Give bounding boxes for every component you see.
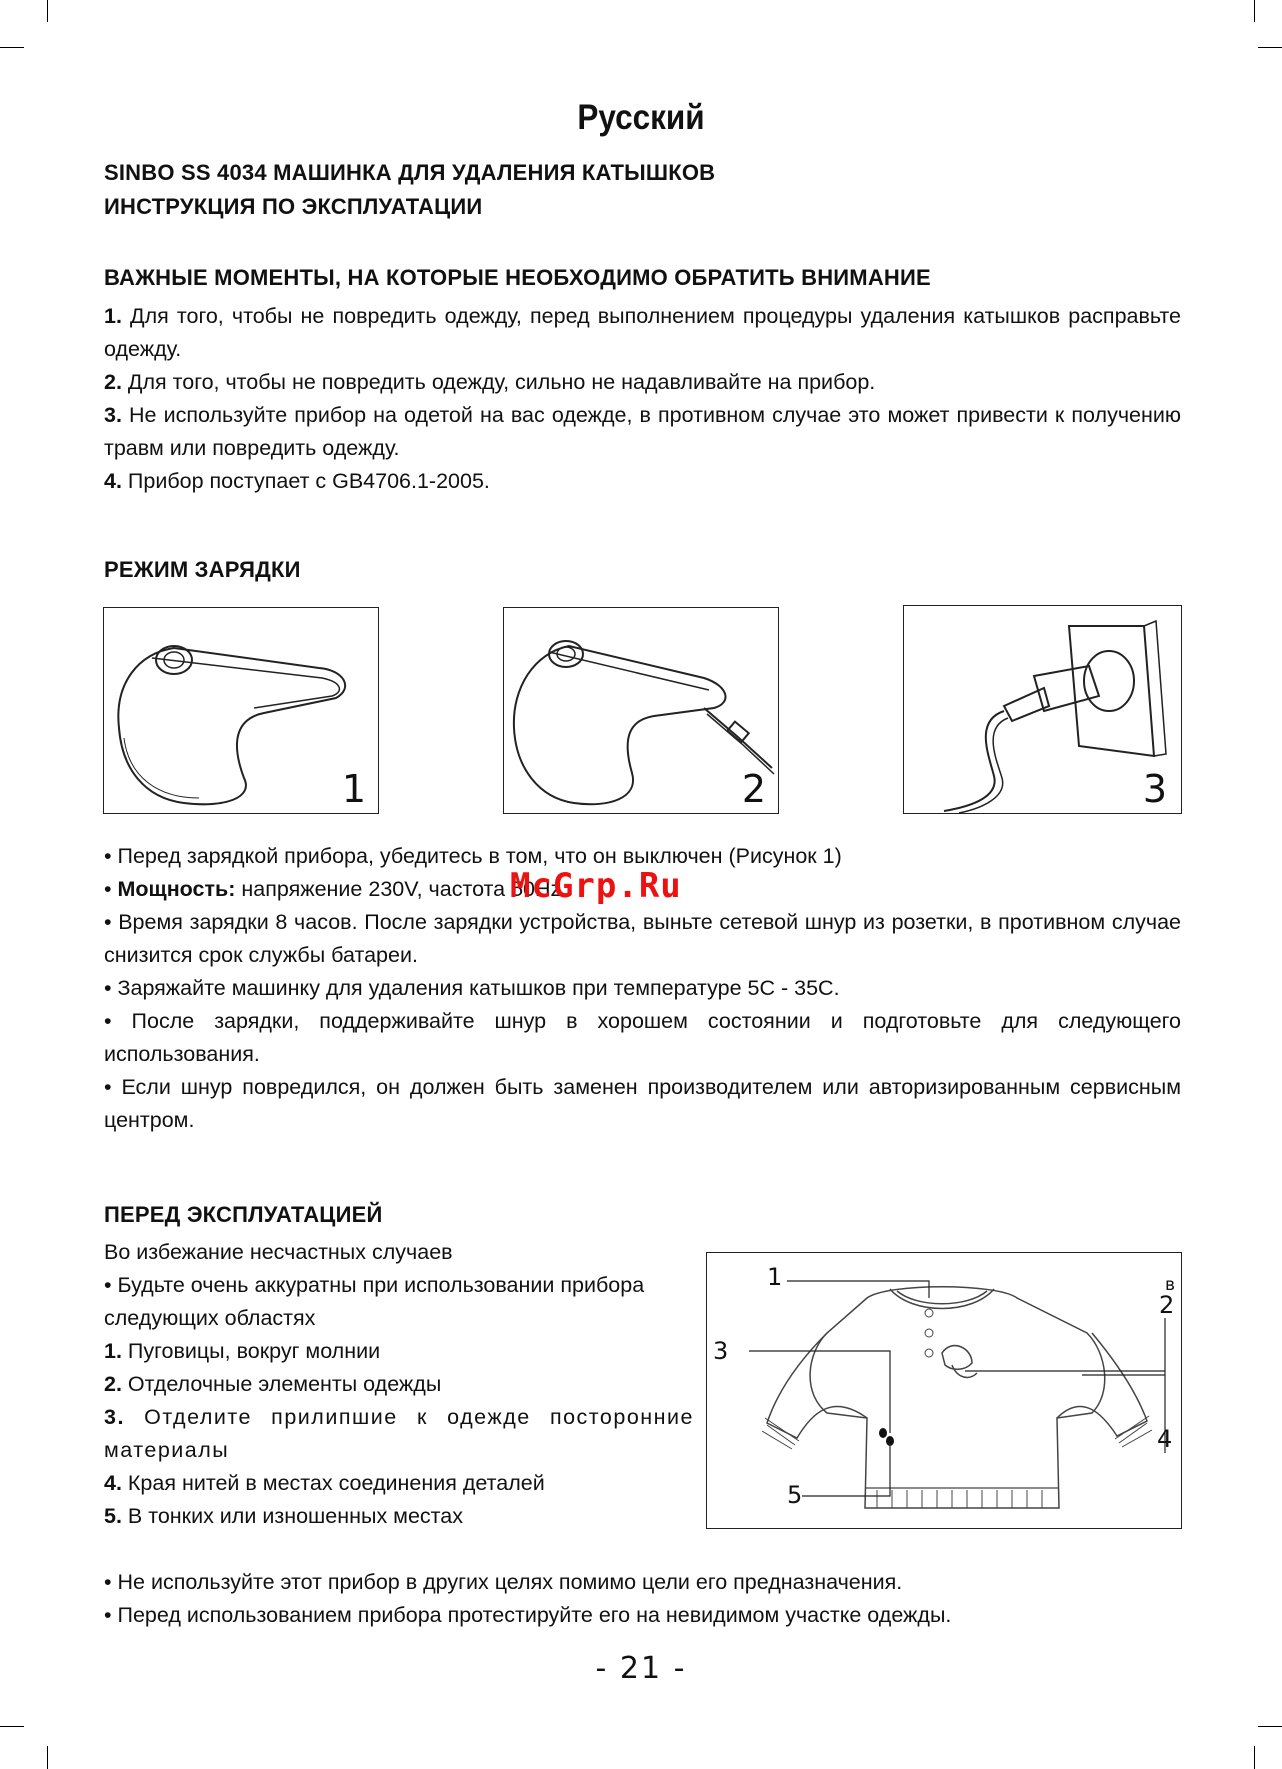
sweater-icon: [707, 1253, 1181, 1528]
list-item: 4. Прибор поступает с GB4706.1-2005.: [104, 469, 490, 493]
wall-socket-plug-icon: [904, 606, 1181, 813]
important-list: [104, 300, 1181, 498]
important-heading: ВАЖНЫЕ МОМЕНТЫ, НА КОТОРЫЕ НЕОБХОДИМО ОБРАТИТЬ ВНИМАНИЕ: [104, 265, 931, 290]
figure-number: 1: [341, 767, 366, 811]
crop-mark: [1254, 0, 1255, 22]
list-item: 2. Отделочные элементы одежды: [104, 1372, 442, 1396]
intro-text: Во избежание несчастных случаев: [104, 1240, 453, 1264]
diagram-label: 5: [787, 1481, 803, 1509]
figure-2: [503, 607, 779, 814]
list-item: • Мощность: напряжение 230V, частота 50Hz: [104, 877, 562, 901]
figure-1: [103, 607, 379, 814]
list-item: • Время зарядки 8 часов. После зарядки устройства, выньте сетевой шнур из розетки, в противном случае снизится срок службы батареи.: [104, 910, 1181, 967]
list-item: • После зарядки, поддерживайте шнур в хорошем состоянии и подготовьте для следующего использования.: [104, 1009, 1181, 1066]
caution-text: • Будьте очень аккуратны при использовании прибора следующих областях: [104, 1273, 645, 1330]
product-title: SINBO SS 4034 МАШИНКА ДЛЯ УДАЛЕНИЯ КАТЫШКОВ: [104, 160, 716, 185]
crop-mark: [1258, 47, 1282, 48]
lint-remover-charging-icon: [504, 608, 778, 813]
crop-mark: [1254, 1746, 1255, 1769]
crop-mark: [0, 1726, 24, 1727]
manual-title: ИНСТРУКЦИЯ ПО ЭКСПЛУАТАЦИИ: [104, 194, 483, 219]
crop-mark: [47, 1746, 48, 1769]
list-item: 4. Края нитей в местах соединения деталей: [104, 1471, 545, 1495]
language-title: Русский: [577, 98, 705, 137]
list-item: • Если шнур повредился, он должен быть заменен производителем или авторизированным сервисным центром.: [104, 1075, 1181, 1132]
list-item: • Заряжайте машинку для удаления катышков при температуре 5C - 35C.: [104, 976, 840, 1000]
crop-mark: [0, 47, 24, 48]
diagram-label: 1: [767, 1263, 783, 1291]
list-item: 5. В тонких или изношенных местах: [104, 1504, 463, 1528]
crop-mark: [47, 0, 48, 22]
list-item: 1. Для того, чтобы не повредить одежду, перед выполнением процедуры удаления катышков расправьте одежду.: [104, 304, 1181, 361]
figure-number: 2: [741, 767, 766, 811]
figure-number: 3: [1142, 767, 1167, 811]
list-item: 3. Отделите прилипшие к одежде посторонние материалы: [104, 1405, 694, 1462]
diagram-label: 2: [1159, 1291, 1175, 1319]
watermark: McGrp.Ru: [510, 866, 682, 906]
final-notes: [104, 1566, 1181, 1632]
list-item: 3. Не используйте прибор на одетой на вас одежде, в противном случае это может привести к получению травм или повредить одежду.: [104, 403, 1181, 460]
crop-mark: [1258, 1726, 1282, 1727]
charging-heading: РЕЖИМ ЗАРЯДКИ: [104, 557, 301, 582]
list-item: • Перед зарядкой прибора, убедитесь в том, что он выключен (Рисунок 1): [104, 844, 842, 868]
sweater-diagram: [706, 1252, 1182, 1529]
figure-3: [903, 605, 1182, 814]
diagram-label: 3: [713, 1337, 729, 1365]
diagram-label: в: [1165, 1275, 1176, 1295]
list-item: 2. Для того, чтобы не повредить одежду, сильно не надавливайте на прибор.: [104, 370, 876, 394]
before-use-list: [104, 1236, 694, 1533]
lint-remover-icon: [104, 608, 378, 813]
before-use-heading: ПЕРЕД ЭКСПЛУАТАЦИЕЙ: [104, 1202, 383, 1227]
diagram-label: 4: [1157, 1425, 1173, 1453]
page-number: - 21 -: [595, 1651, 687, 1686]
list-item: • Перед использованием прибора протестируйте его на невидимом участке одежды.: [104, 1603, 952, 1627]
list-item: 1. Пуговицы, вокруг молнии: [104, 1339, 381, 1363]
list-item: • Не используйте этот прибор в других целях помимо цели его предназначения.: [104, 1570, 903, 1594]
